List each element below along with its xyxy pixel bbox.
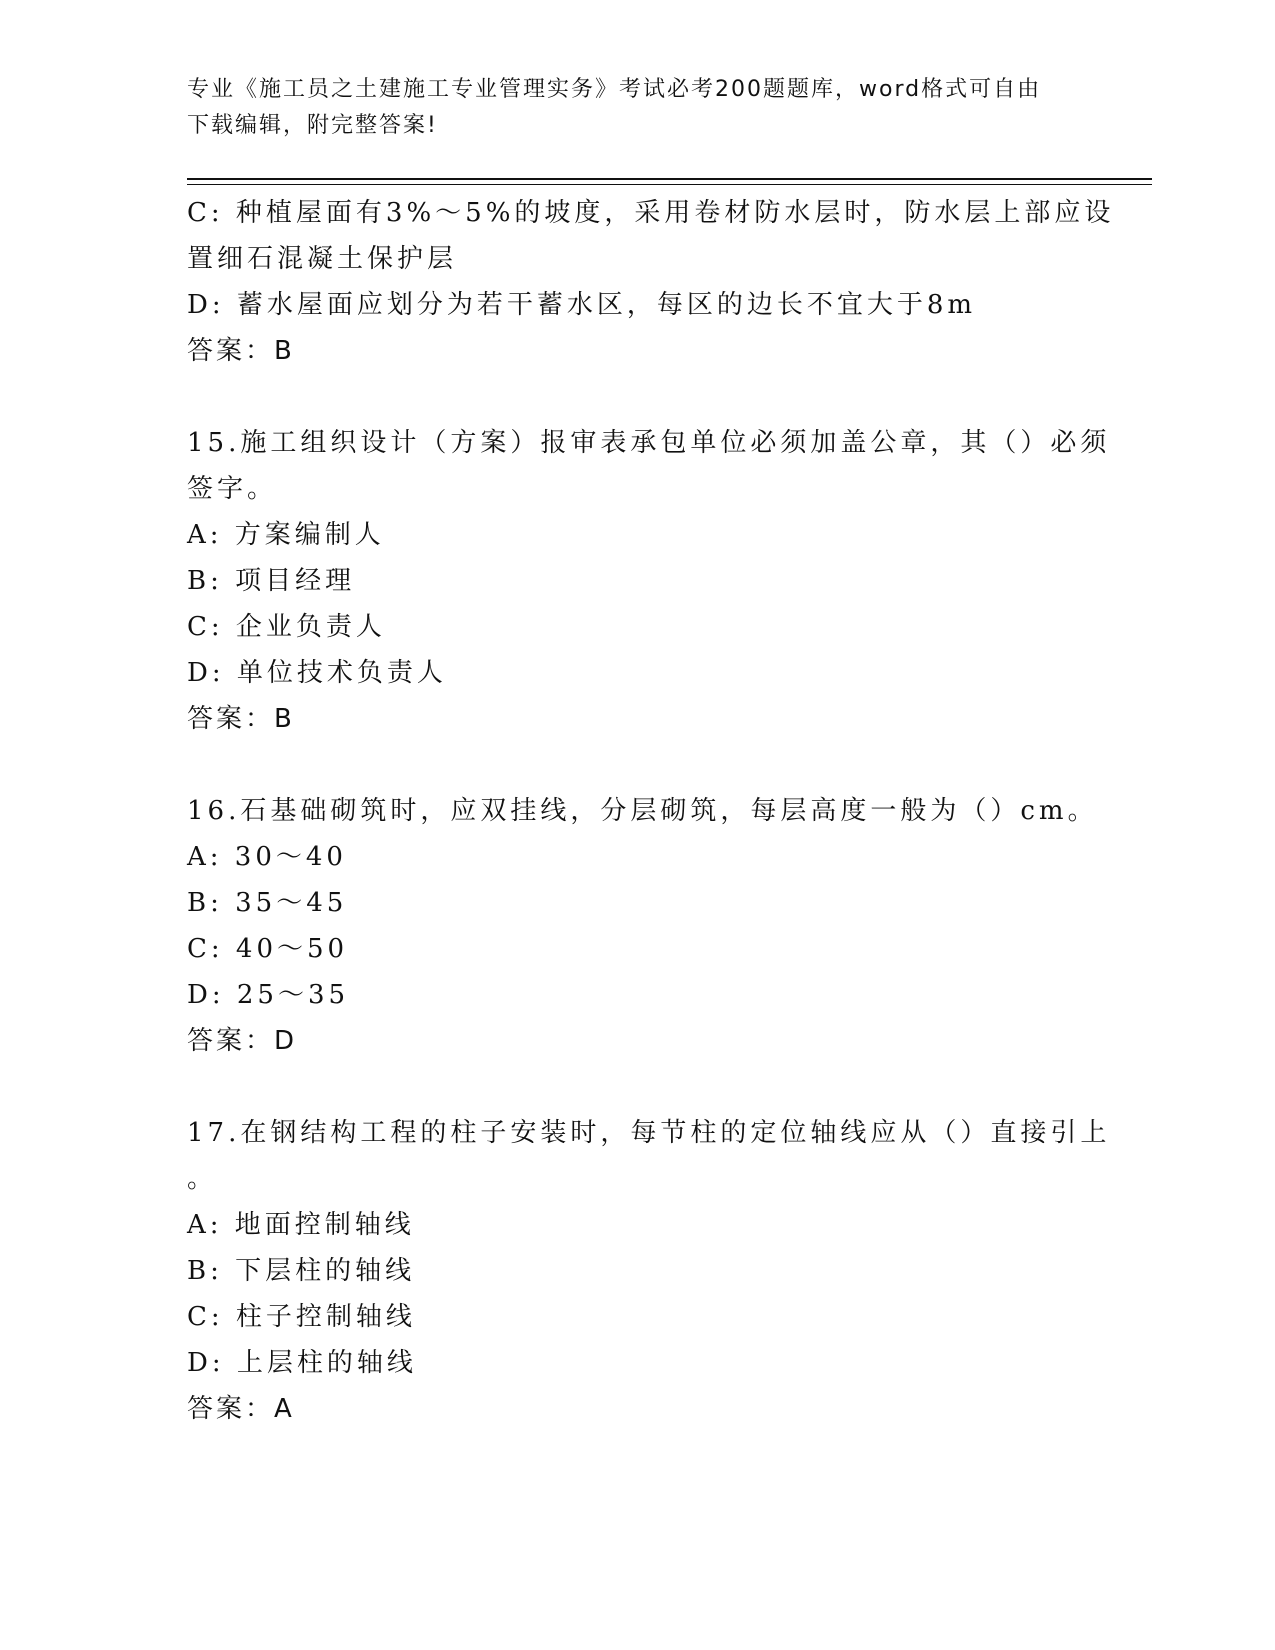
- question-text-line-2: 签字。: [187, 474, 278, 504]
- header-divider-thick: [187, 178, 1152, 180]
- option-d: D: 蓄水屋面应划分为若干蓄水区，每区的边长不宜大于8m: [187, 290, 977, 320]
- document-header: [187, 72, 1067, 144]
- option-b: B: 35～45: [187, 888, 348, 918]
- answer: 答案：B: [187, 704, 295, 734]
- answer: 答案：A: [187, 1394, 295, 1424]
- option-c: C: 企业负责人: [187, 612, 386, 642]
- option-d: D: 单位技术负责人: [187, 658, 447, 688]
- header-title-line-1: 专业《施工员之土建施工专业管理实务》考试必考200题题库，word格式可自由: [187, 77, 1042, 102]
- option-c: C: 40～50: [187, 934, 349, 964]
- answer: 答案：D: [187, 1026, 298, 1056]
- question-15: [187, 420, 1111, 742]
- option-a: A: 地面控制轴线: [187, 1210, 415, 1240]
- question-text-line-1: 16.石基础砌筑时，应双挂线，分层砌筑，每层高度一般为（）cm。: [187, 796, 1098, 826]
- option-c-line-2: 置细石混凝土保护层: [187, 244, 458, 274]
- question-16: [187, 788, 1098, 1064]
- option-c-line-1: C: 种植屋面有3%～5%的坡度，采用卷材防水层时，防水层上部应设: [187, 198, 1115, 228]
- option-a: A: 30～40: [187, 842, 347, 872]
- option-d: D: 25～35: [187, 980, 350, 1010]
- option-a: A: 方案编制人: [187, 520, 385, 550]
- header-title-line-2: 下载编辑，附完整答案!: [187, 113, 438, 138]
- document-body: [187, 190, 1115, 1478]
- option-b: B: 下层柱的轴线: [187, 1256, 416, 1286]
- option-c: C: 柱子控制轴线: [187, 1302, 416, 1332]
- question-text-line-1: 15.施工组织设计（方案）报审表承包单位必须加盖公章，其（）必须: [187, 428, 1111, 458]
- continued-question: [187, 190, 1115, 374]
- option-b: B: 项目经理: [187, 566, 356, 596]
- question-text-line-2: 。: [187, 1164, 218, 1194]
- question-17: [187, 1110, 1111, 1432]
- header-divider-thin: [187, 184, 1152, 185]
- option-d: D: 上层柱的轴线: [187, 1348, 417, 1378]
- answer: 答案：B: [187, 336, 295, 366]
- question-text-line-1: 17.在钢结构工程的柱子安装时，每节柱的定位轴线应从（）直接引上: [187, 1118, 1111, 1148]
